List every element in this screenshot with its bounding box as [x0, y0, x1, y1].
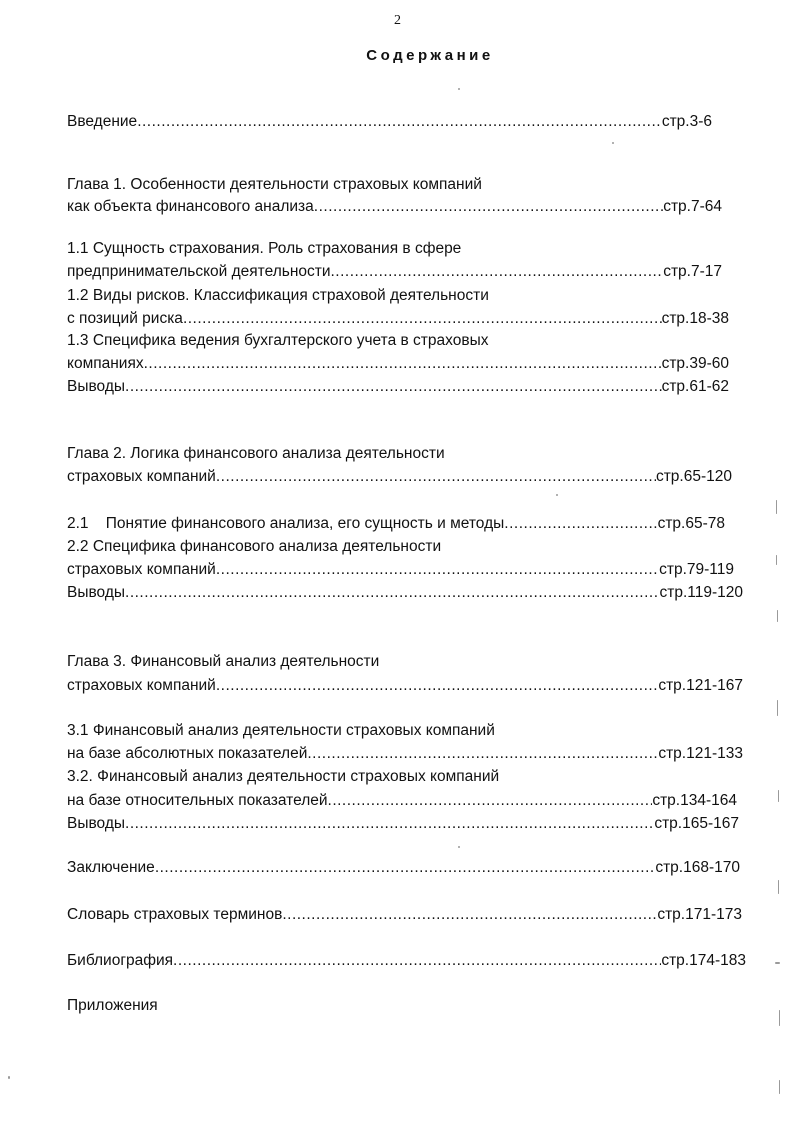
- toc-page: стр.39-60: [661, 355, 729, 372]
- toc-entry-section-1-1[interactable]: [67, 262, 722, 282]
- scan-speck: [779, 1080, 780, 1094]
- toc-entry-section-1-3[interactable]: [67, 354, 729, 374]
- toc-entry-conclusions-3[interactable]: [67, 814, 739, 834]
- scan-speck: [8, 1076, 10, 1079]
- toc-label: как объекта финансового анализа: [67, 198, 314, 215]
- toc-entry-section-3-2[interactable]: [67, 791, 737, 811]
- toc-leader: [504, 514, 657, 534]
- toc-leader: [155, 858, 656, 878]
- page-title: Содержание: [366, 47, 494, 64]
- toc-leader: [216, 560, 659, 580]
- toc-chapter-3-heading: Глава 3. Финансовый анализ деятельности: [67, 653, 380, 670]
- toc-leader: [183, 309, 662, 329]
- toc-label: страховых компаний: [67, 677, 216, 694]
- toc-leader: [307, 744, 658, 764]
- toc-label: на базе абсолютных показателей: [67, 745, 308, 762]
- toc-label: предпринимательской деятельности: [67, 263, 331, 280]
- scan-speck: [556, 494, 558, 496]
- toc-label: Введение: [67, 113, 138, 130]
- toc-label: страховых компаний: [67, 561, 216, 578]
- toc-label: Библиография: [67, 952, 174, 969]
- toc-entry-section-1-2[interactable]: [67, 309, 729, 329]
- toc-label: на базе относительных показателей: [67, 792, 328, 809]
- toc-entry-chapter-2[interactable]: [67, 467, 732, 487]
- toc-page: стр.121-167: [658, 677, 743, 694]
- scan-speck: [778, 790, 779, 802]
- toc-chapter-1-heading: Глава 1. Особенности деятельности страховых компаний: [67, 176, 482, 193]
- toc-leader: [173, 951, 661, 971]
- toc-section-1-2-heading: 1.2 Виды рисков. Классификация страховой деятельности: [67, 287, 489, 304]
- toc-section-3-2-heading: 3.2. Финансовый анализ деятельности страховых компаний: [67, 768, 500, 785]
- toc-label: страховых компаний: [67, 468, 216, 485]
- toc-label: компаниях: [67, 355, 144, 372]
- toc-page: стр.79-119: [659, 561, 734, 578]
- toc-entry-bibliography[interactable]: [67, 951, 746, 971]
- toc-leader: [216, 676, 658, 696]
- toc-label: Выводы: [67, 378, 126, 395]
- scan-speck: [458, 846, 460, 848]
- toc-entry-conclusions-2[interactable]: [67, 583, 743, 603]
- toc-leader: [125, 583, 659, 603]
- toc-label: с позиций риска: [67, 310, 183, 327]
- toc-label: Заключение: [67, 859, 155, 876]
- toc-leader: [137, 112, 662, 132]
- scan-speck: [776, 500, 777, 514]
- toc-page: стр.18-38: [661, 310, 729, 327]
- toc-section-2-2-heading: 2.2 Специфика финансового анализа деятельности: [67, 538, 442, 555]
- toc-page: стр.61-62: [661, 378, 729, 395]
- toc-leader: [282, 905, 657, 925]
- toc-label: 2.1 Понятие финансового анализа, его сущность и методы: [67, 515, 505, 532]
- toc-leader: [314, 197, 663, 217]
- toc-label: Выводы: [67, 584, 126, 601]
- scan-speck: [779, 1010, 780, 1026]
- toc-page: стр.7-64: [663, 198, 722, 215]
- toc-page: стр.134-164: [652, 792, 737, 809]
- toc-entry-appendix[interactable]: Приложения: [67, 997, 158, 1014]
- scan-speck: [612, 142, 614, 144]
- toc-entry-conclusions-1[interactable]: [67, 377, 729, 397]
- toc-chapter-2-heading: Глава 2. Логика финансового анализа деятельности: [67, 445, 445, 462]
- scan-speck: [458, 88, 460, 90]
- toc-label: Словарь страховых терминов: [67, 906, 283, 923]
- scan-speck: [776, 555, 777, 565]
- toc-entry-section-2-1[interactable]: [67, 514, 725, 534]
- toc-page: стр.174-183: [661, 952, 746, 969]
- toc-page: стр.168-170: [655, 859, 740, 876]
- page-number: 2: [394, 13, 401, 28]
- toc-leader: [216, 467, 656, 487]
- toc-page: стр.7-17: [663, 263, 722, 280]
- toc-page: стр.119-120: [659, 584, 743, 601]
- toc-page: стр.65-78: [657, 515, 725, 532]
- toc-leader: [328, 791, 653, 811]
- toc-entry-section-3-1[interactable]: [67, 744, 743, 764]
- toc-entry-intro[interactable]: [67, 112, 712, 132]
- toc-section-1-1-heading: 1.1 Сущность страхования. Роль страхования в сфере: [67, 240, 462, 257]
- toc-page: стр.165-167: [654, 815, 739, 832]
- toc-page: стр.171-173: [657, 906, 742, 923]
- toc-label: Выводы: [67, 815, 126, 832]
- toc-entry-conclusion[interactable]: [67, 858, 740, 878]
- toc-section-1-3-heading: 1.3 Специфика ведения бухгалтерского учета в страховых: [67, 332, 489, 349]
- toc-page: стр.65-120: [655, 468, 732, 485]
- toc-section-3-1-heading: 3.1 Финансовый анализ деятельности страховых компаний: [67, 722, 495, 739]
- toc-entry-chapter-3[interactable]: [67, 676, 743, 696]
- scan-speck: [777, 610, 778, 622]
- scan-speck: [777, 700, 778, 716]
- toc-leader: [125, 814, 654, 834]
- scan-speck: [778, 880, 779, 894]
- scan-speck: [775, 962, 780, 964]
- toc-page: стр.3-6: [661, 113, 712, 130]
- toc-leader: [331, 262, 664, 282]
- toc-entry-chapter-1[interactable]: [67, 197, 722, 217]
- toc-entry-section-2-2[interactable]: [67, 560, 734, 580]
- toc-leader: [144, 354, 662, 374]
- toc-page: стр.121-133: [658, 745, 743, 762]
- toc-entry-glossary[interactable]: [67, 905, 742, 925]
- toc-leader: [125, 377, 662, 397]
